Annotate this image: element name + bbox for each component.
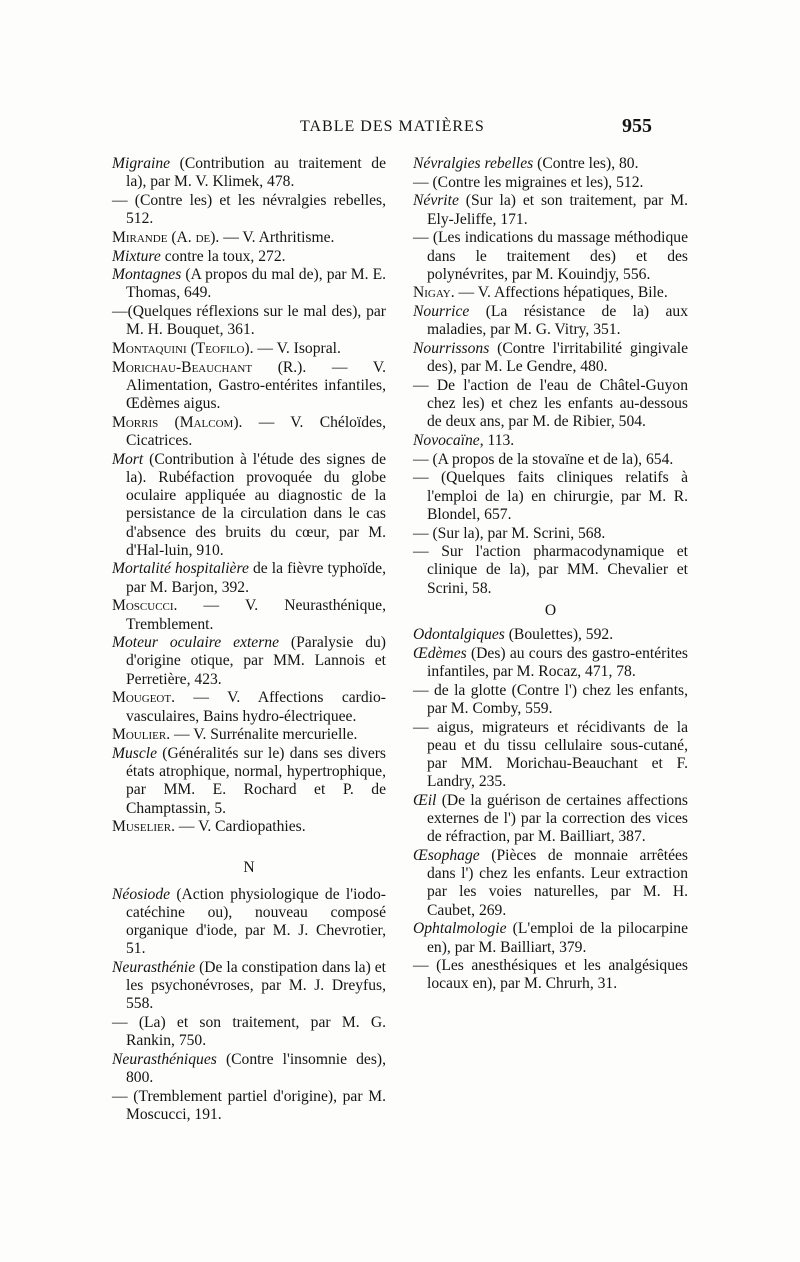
- index-entry: [413, 543, 688, 598]
- entry-headword: Novocaïne: [413, 432, 480, 450]
- index-entry: [112, 634, 386, 689]
- index-entry: [413, 626, 688, 644]
- entry-headword: Morris (Malcom).: [112, 413, 243, 431]
- entry-headword: Mirande (A. de).: [112, 228, 220, 246]
- index-entry: [112, 726, 386, 744]
- index-entry: [112, 266, 386, 302]
- entry-headword: Montagnes: [112, 266, 182, 284]
- entry-text: (Contribution à l'étude des signes de la). Rubéfaction provoquée du globe oculaire appliquée au diagnostic de la persistance de la circulation dans le cas d'absence des bruits du cœur, par M. d'Hal-luin, 910.: [126, 450, 386, 559]
- index-entry: [413, 957, 688, 993]
- entry-text: (Contribution au traitement de la), par M. V. Klimek, 478.: [126, 155, 386, 191]
- index-entry: [112, 689, 386, 725]
- entry-text: — V. Isopral.: [253, 340, 341, 358]
- entry-headword: Moscucci.: [112, 597, 178, 615]
- index-entry: [112, 303, 386, 339]
- index-entry: [413, 432, 688, 450]
- entry-headword: Nigay.: [413, 284, 455, 302]
- entry-headword: Odontalgiques: [413, 626, 505, 644]
- entry-text: — (Contre les migraines et les), 512.: [413, 173, 644, 191]
- entry-text: (Contre les), 80.: [533, 155, 639, 172]
- entry-text: (L'emploi de la pilocarpine en), par M. Bailliart, 379.: [427, 920, 688, 956]
- entry-headword: Œdèmes: [413, 644, 467, 662]
- index-entry: [112, 248, 386, 266]
- index-entry: [413, 340, 688, 376]
- index-entry: [413, 174, 688, 192]
- entry-text: — (Les indications du massage méthodique dans le traitement des) et des polynévrites, par M. Kouindjy, 556.: [413, 229, 688, 283]
- entry-headword: Mougeot.: [112, 689, 175, 707]
- index-entry: [112, 155, 386, 191]
- index-entry: [112, 229, 386, 247]
- entry-text: — V. Surrénalite mercurielle.: [170, 726, 358, 744]
- index-entry: [413, 469, 688, 524]
- entry-headword: Névralgies rebelles: [413, 155, 534, 172]
- index-entry: [112, 886, 386, 959]
- entry-text: — De l'action de l'eau de Châtel-Guyon chez les) et chez les enfants au-dessous de deux ans, par M. de Ribier, 504.: [413, 376, 688, 431]
- index-entry: [413, 645, 688, 681]
- entry-text: (A propos du mal de), par M. E. Thomas, 649.: [126, 266, 386, 302]
- index-entry: [413, 920, 688, 956]
- entry-headword: Muselier.: [112, 818, 175, 836]
- index-entry: [413, 792, 688, 847]
- entry-text: (La résistance de la) aux maladies, par M. G. Vitry, 351.: [427, 303, 688, 339]
- entry-headword: Mixture: [112, 247, 161, 265]
- entry-text: (Boulettes), 592.: [504, 626, 614, 644]
- entry-headword: Moteur oculaire externe: [112, 634, 280, 652]
- entry-headword: Nourrice: [413, 303, 470, 321]
- entry-text: — V. Arthritisme.: [219, 228, 335, 246]
- entry-headword: Neurasthénie: [112, 959, 196, 977]
- entry-text: — (A propos de la stovaïne et de la), 654.: [413, 450, 674, 468]
- entry-headword: Œil: [413, 791, 437, 809]
- entry-text: (De la guérison de certaines affections externes de l') par la correction des vices de réfraction, par M. Bailliart, 387.: [427, 791, 688, 846]
- entry-headword: Névrite: [413, 192, 459, 210]
- entry-text: (De la constipation dans la) et les psychonévroses, par M. J. Dreyfus, 558.: [126, 959, 386, 1013]
- entry-text: — V. Neurasthénique, Tremblement.: [126, 597, 386, 633]
- entry-text: contre la toux, 272.: [160, 247, 286, 265]
- index-entry: [413, 284, 688, 302]
- entry-headword: Nourrissons: [413, 340, 490, 358]
- index-entry: [413, 719, 688, 792]
- entry-text: (Contre l'irritabilité gingivale des), par M. Le Gendre, 480.: [427, 340, 688, 376]
- entry-text: de la fièvre typhoïde, par M. Barjon, 392.: [126, 560, 386, 596]
- index-entry: [413, 229, 688, 284]
- entry-text: — V. Affections hépatiques, Bile.: [454, 284, 668, 302]
- index-entry: [112, 959, 386, 1014]
- entry-text: (Des) au cours des gastro-entérites infantiles, par M. Rocaz, 471, 78.: [427, 644, 688, 680]
- index-entry: [112, 192, 386, 228]
- index-entry: [413, 525, 688, 543]
- index-entry: [413, 847, 688, 920]
- page-number: 955: [622, 115, 652, 137]
- index-entry: [112, 451, 386, 560]
- entry-headword: Ophtalmologie: [413, 920, 507, 938]
- index-entry: [112, 1088, 386, 1124]
- entry-headword: Œsophage: [413, 847, 480, 865]
- page-header: [0, 115, 800, 142]
- entry-text: (Action physiologique de l'iodo-catéchine ou), nouveau composé organique d'iode, par M. J. Chevrotier, 51.: [126, 885, 386, 958]
- entry-headword: Muscle: [112, 745, 158, 762]
- index-entry: [112, 1014, 386, 1050]
- index-entry: [112, 414, 386, 450]
- index-entry: [112, 340, 386, 358]
- index-entry: [112, 359, 386, 414]
- entry-headword: Migraine: [112, 155, 171, 172]
- index-entry: [413, 451, 688, 469]
- index-entry: [112, 818, 386, 836]
- entry-text: — de la glotte (Contre l') chez les enfants, par M. Comby, 559.: [413, 681, 688, 717]
- index-entry: [413, 377, 688, 432]
- entry-text: (Généralités sur le) dans ses divers états atrophique, normal, hypertrophique, par MM. E. Rochard et P. de Champtassin, 5.: [126, 745, 386, 817]
- index-entry: [413, 192, 688, 228]
- entry-text: —(Quelques réflexions sur le mal des), par M. H. Bouquet, 361.: [112, 303, 386, 339]
- entry-text: (Sur la) et son traitement, par M. Ely-Jeliffe, 171.: [427, 192, 688, 228]
- index-entry: [112, 597, 386, 633]
- entry-headword: Morichau-Beauchant (R.).: [112, 358, 307, 376]
- entry-text: — (Les anesthésiques et les analgésiques locaux en), par M. Chrurh, 31.: [413, 957, 688, 993]
- index-entry: [112, 560, 386, 596]
- index-entry: [413, 682, 688, 718]
- running-title: TABLE DES MATIÈRES: [300, 118, 485, 135]
- entry-text: — (Tremblement partiel d'origine), par M. Moscucci, 191.: [112, 1087, 386, 1124]
- index-entry: [413, 303, 688, 339]
- entry-text: — (Sur la), par M. Scrini, 568.: [413, 524, 606, 542]
- entry-text: (Contre l'insomnie des), 800.: [126, 1051, 386, 1087]
- entry-headword: Moulier.: [112, 726, 171, 744]
- entry-headword: Neurasthéniques: [112, 1051, 217, 1069]
- entry-text: — Sur l'action pharmacodynamique et clinique de la), par MM. Chevalier et Scrini, 58.: [413, 543, 688, 597]
- entry-text: — (Quelques faits cliniques relatifs à l'emploi de la) en chirurgie, par M. R. Blondel, 657.: [413, 469, 688, 523]
- entry-text: — V. Affections cardio-vasculaires, Bains hydro-électriquee.: [126, 689, 386, 725]
- entry-headword: Mort: [112, 450, 144, 468]
- entry-text: — aigus, migrateurs et récidivants de la peau et du tissu cellulaire sous-cutané, par MM. Morichau-Beauchant et F. Landry, 235.: [413, 718, 688, 791]
- entry-text: (Pièces de monnaie arrêtées dans l') chez les enfants. Leur extraction par les voies naturelles, par M. H. Caubet, 269.: [427, 847, 688, 919]
- entry-text: — V. Cardiopathies.: [174, 818, 306, 836]
- entry-text: — V. Chéloïdes, Cicatrices.: [126, 413, 386, 450]
- entry-text: , 113.: [479, 432, 515, 450]
- index-entry: [413, 155, 688, 173]
- section-letter: N: [243, 858, 255, 876]
- right-column: [413, 155, 688, 994]
- index-entry: [112, 1051, 386, 1087]
- index-entry: [112, 745, 386, 818]
- entry-text: — (La) et son traitement, par M. G. Rankin, 750.: [112, 1014, 386, 1050]
- entry-headword: Néosiode: [112, 885, 171, 903]
- left-column: [112, 155, 386, 1125]
- entry-text: — (Contre les) et les névralgies rebelles, 512.: [112, 191, 386, 228]
- section-letter: O: [544, 601, 557, 619]
- entry-text: (Paralysie du) d'origine otique, par MM. Lannois et Perretière, 423.: [126, 634, 386, 688]
- entry-headword: Mortalité hospitalière: [112, 560, 249, 578]
- entry-text: — V. Alimentation, Gastro-entérites infantiles, Œdèmes aigus.: [126, 358, 386, 413]
- entry-headword: Montaquini (Teofilo).: [112, 340, 254, 358]
